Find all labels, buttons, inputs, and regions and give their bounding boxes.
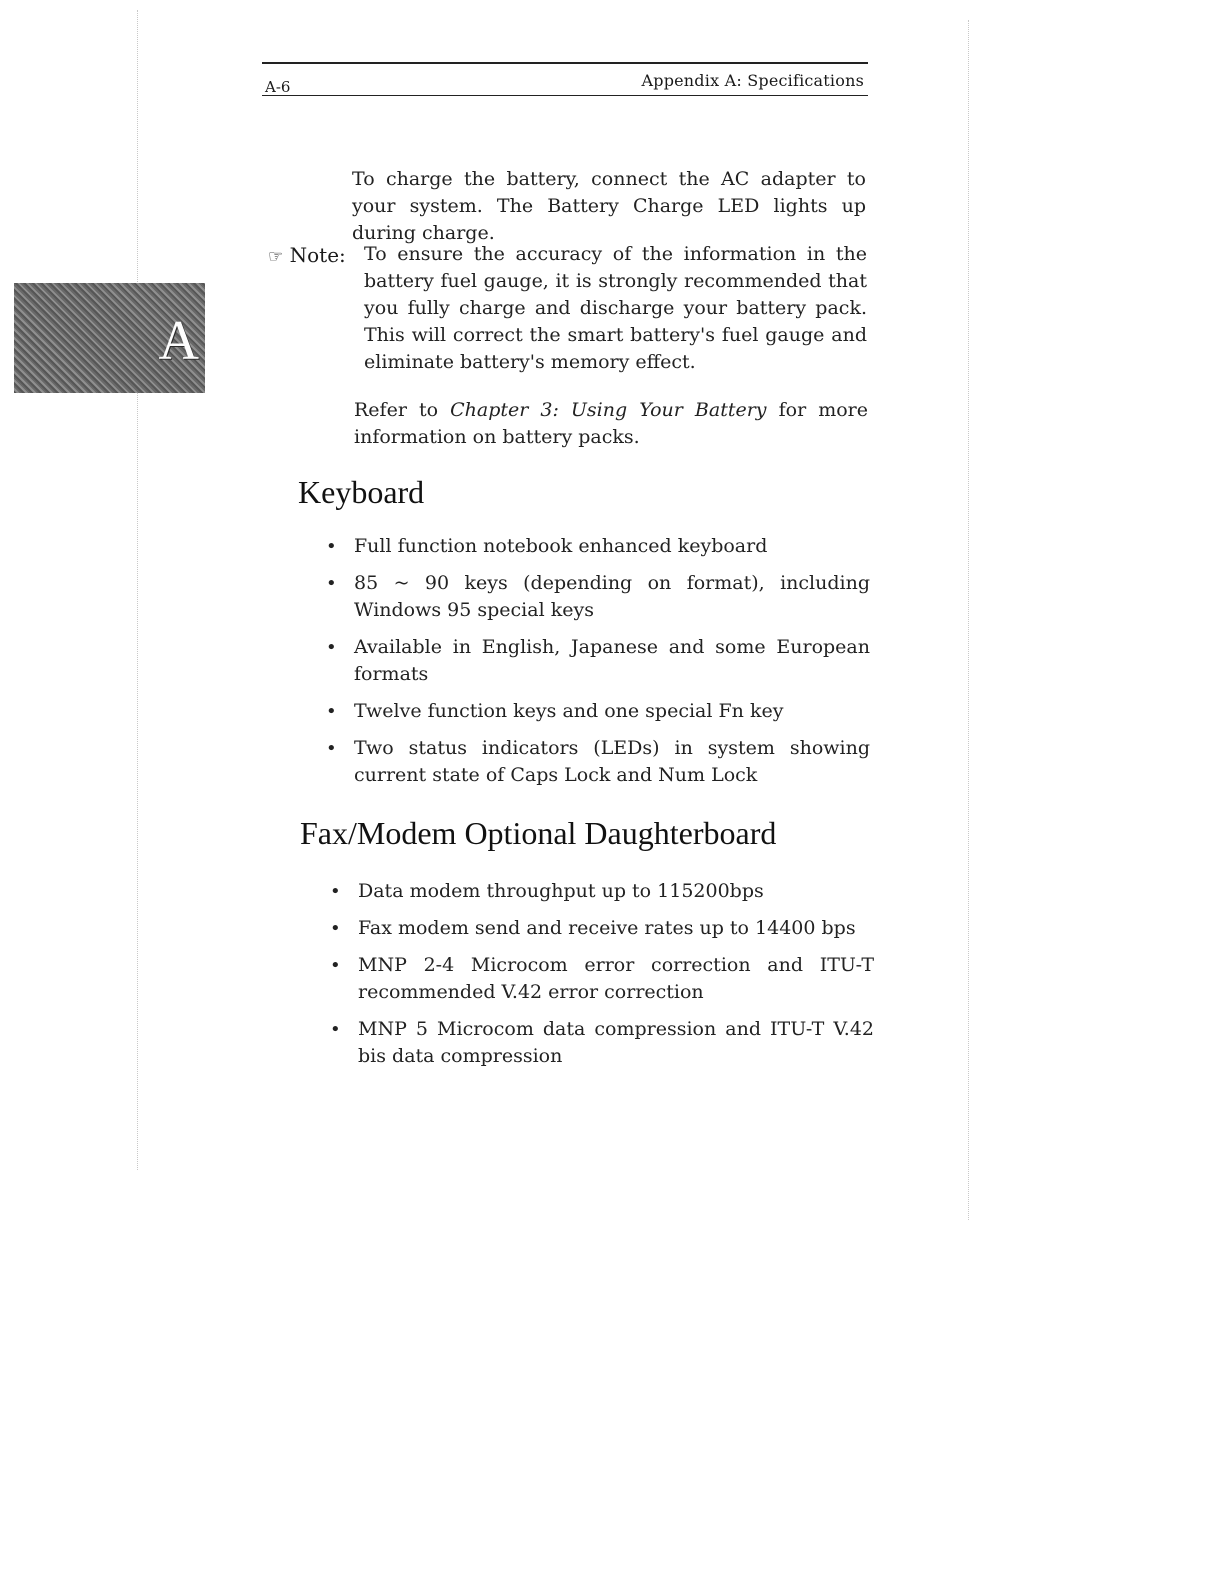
note-label-text: Note: [289,243,346,267]
refer-after: for more information on battery packs. [354,399,868,448]
list-item: • Fax modem send and receive rates up to 14400 bps [330,915,874,942]
list-item: • Full function notebook enhanced keyboard [326,533,870,560]
keyboard-list [326,533,870,799]
section-heading-fax-modem: Fax/Modem Optional Daughterboard [300,815,777,851]
list-item: • MNP 5 Microcom data compression and ITU-T V.42 bis data compression [330,1016,874,1070]
list-item: • Data modem throughput up to 115200bps [330,878,874,905]
page-header [262,62,868,96]
list-item: • Available in English, Japanese and some European formats [326,634,870,688]
intro-paragraph: To charge the battery, connect the AC adapter to your system. The Battery Charge LED lights up during charge. [352,168,866,244]
section-heading-keyboard: Keyboard [298,474,425,510]
note-label [268,243,346,267]
section-tab [14,283,205,393]
list-item: • 85 ~ 90 keys (depending on format), including Windows 95 special keys [326,570,870,624]
running-title: Appendix A: Specifications [641,71,864,90]
list-item: • Two status indicators (LEDs) in system showing current state of Caps Lock and Num Lock [326,735,870,789]
refer-before: Refer to [354,399,451,421]
list-item: • Twelve function keys and one special Fn key [326,698,870,725]
list-item: • MNP 2-4 Microcom error correction and ITU-T recommended V.42 error correction [330,952,874,1006]
note-paragraph: To ensure the accuracy of the information in the battery fuel gauge, it is strongly recommended that you fully charge and discharge your battery pack. This will correct the smart battery's fuel gauge and eliminate battery's memory effect. [364,243,867,373]
refer-paragraph [354,397,868,451]
page-number: A-6 [265,78,291,96]
scan-artifact-line [137,10,138,1170]
pointing-hand-icon: ☞ [268,247,284,267]
scan-artifact-line [968,20,969,1220]
section-tab-letter: A [158,310,199,372]
fax-modem-list [330,878,874,1080]
chapter-reference: Chapter 3: Using Your Battery [450,399,767,421]
